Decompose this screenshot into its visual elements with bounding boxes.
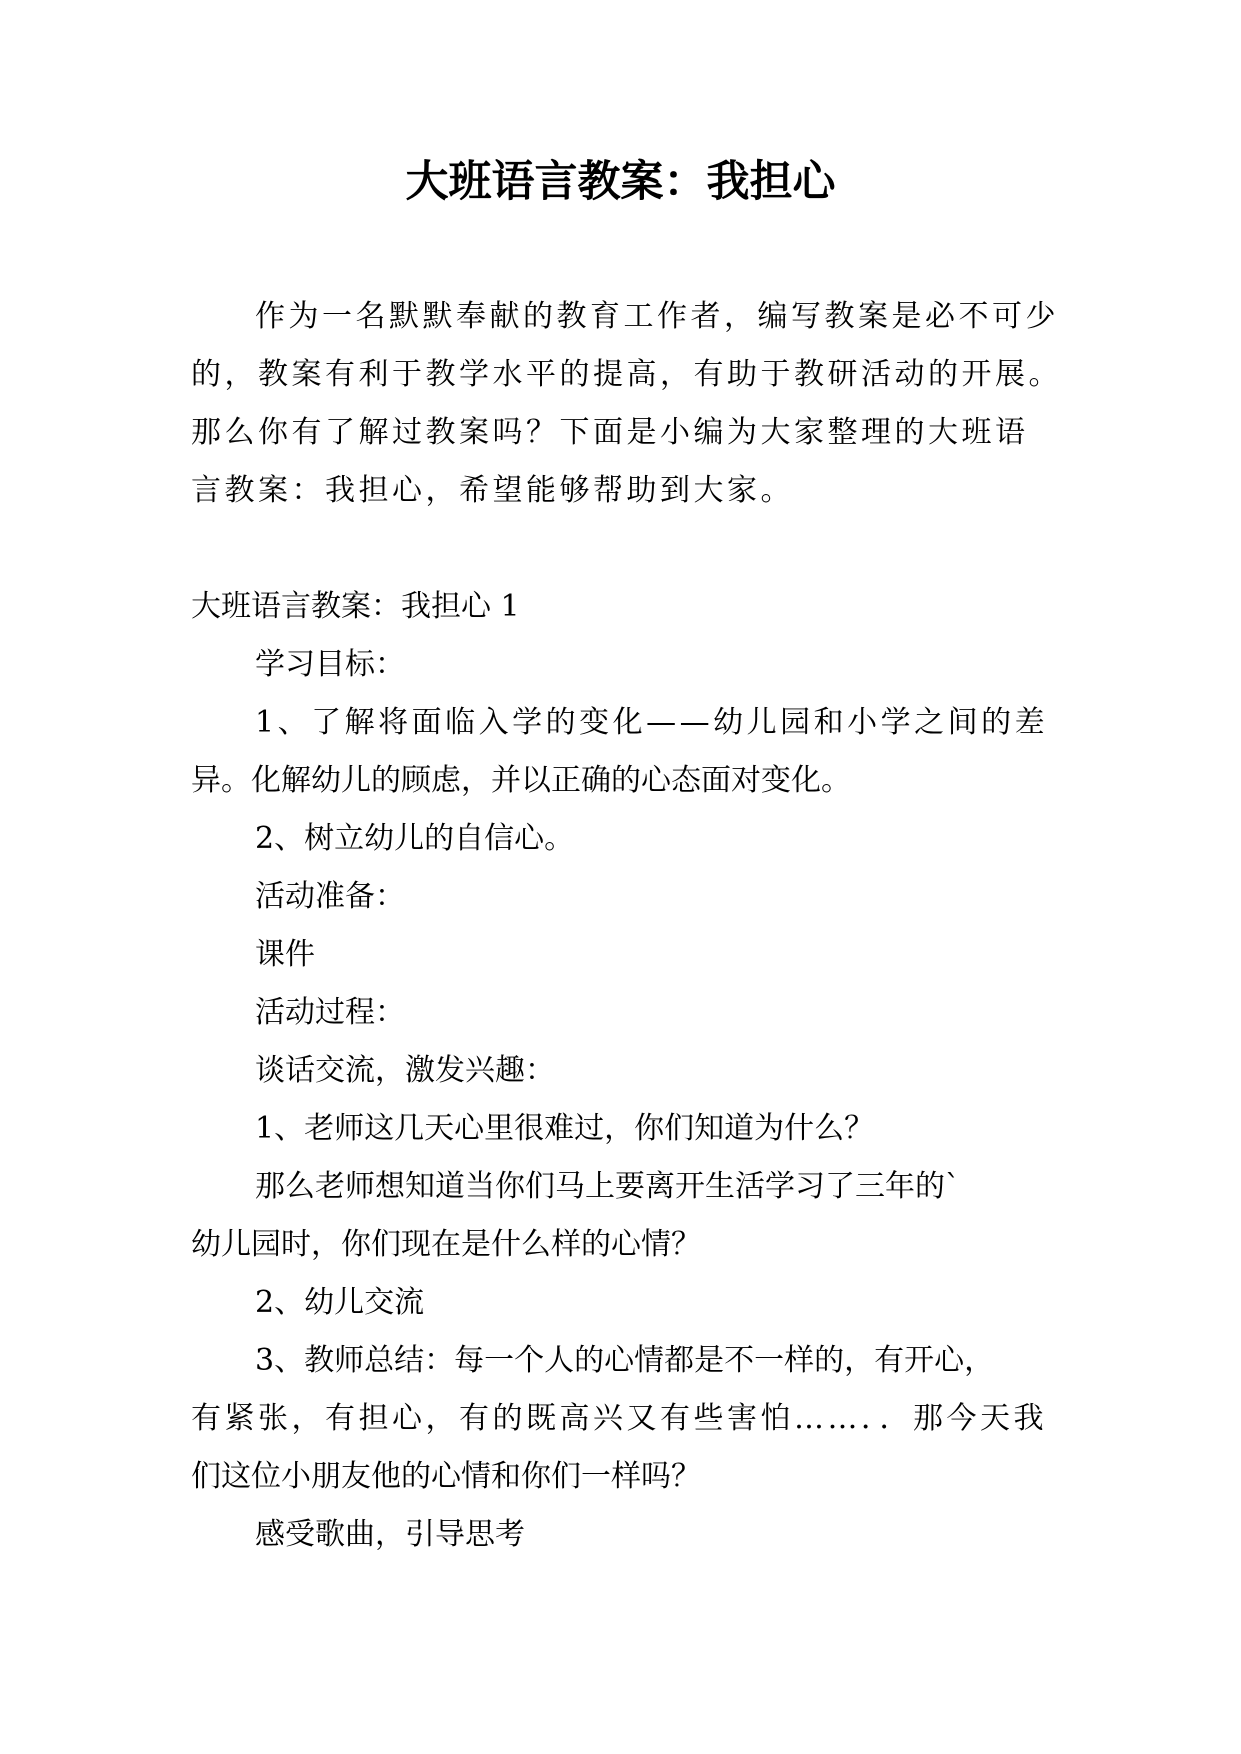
body-line: 活动准备： [255,879,405,914]
document-title: 大班语言教案：我担心 [405,157,836,207]
body-line: 2、树立幼儿的自信心。 [255,821,575,856]
body-line: 感受歌曲，引导思考 [255,1517,525,1552]
intro-line-3: 那么你有了解过教案吗？下面是小编为大家整理的大班语 [191,415,1029,450]
body-line: 有紧张，有担心，有的既高兴又有些害怕……．．那今天我 [191,1401,1047,1436]
body-line: 学习目标： [255,647,405,682]
intro-line-4: 言教案：我担心，希望能够帮助到大家。 [191,473,794,508]
body-line: 们这位小朋友他的心情和你们一样吗？ [191,1459,701,1494]
body-line: 课件 [255,937,315,972]
body-line: 异。化解幼儿的顾虑，并以正确的心态面对变化。 [191,763,851,798]
section-heading: 大班语言教案：我担心 1 [191,589,520,624]
intro-line-2: 的，教案有利于教学水平的提高，有助于教研活动的开展。 [191,357,1062,392]
body-line: 1、了解将面临入学的变化——幼儿园和小学之间的差 [255,705,1049,740]
body-line: 1、老师这几天心里很难过，你们知道为什么？ [255,1111,875,1146]
body-line: 幼儿园时，你们现在是什么样的心情？ [191,1227,701,1262]
body-line: 3、教师总结：每一个人的心情都是不一样的，有开心， [255,1343,995,1378]
intro-line-1: 作为一名默默奉献的教育工作者，编写教案是必不可少 [255,299,1059,334]
body-line: 那么老师想知道当你们马上要离开生活学习了三年的` [255,1169,960,1204]
body-line: 谈话交流，激发兴趣： [255,1053,555,1088]
body-line: 活动过程： [255,995,405,1030]
body-line: 2、幼儿交流 [255,1285,425,1320]
